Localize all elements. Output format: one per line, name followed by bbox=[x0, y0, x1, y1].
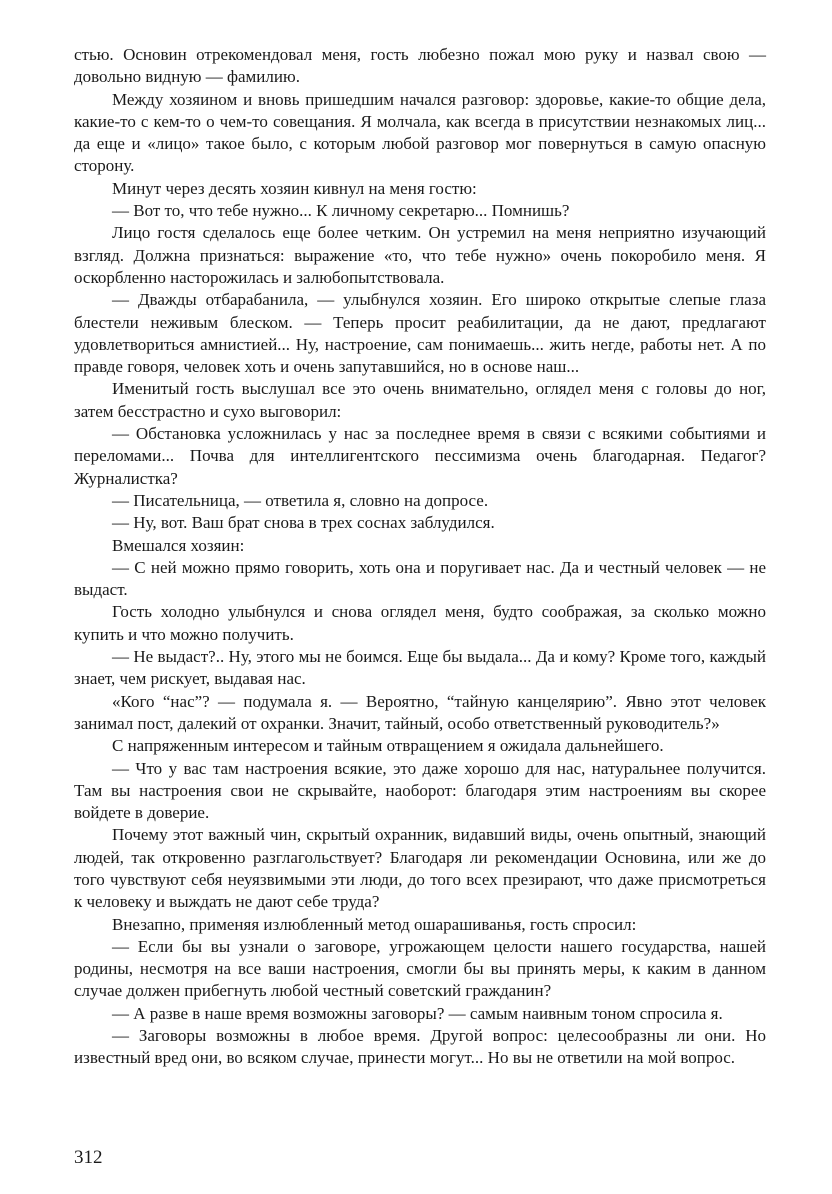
paragraph: — А разве в наше время возможны заговоры? — самым наивным тоном спросила я. bbox=[112, 1003, 723, 1023]
paragraph: — Заговоры возможны в любое время. Другой вопрос: целесообразны ли они. Но известный вред они, во всяком случае, принести могут... Но вы не ответили на мой вопрос. bbox=[74, 1026, 766, 1068]
book-page-text bbox=[74, 44, 766, 1070]
paragraph: Гость холодно улыбнулся и снова оглядел меня, будто соображая, за сколько можно купить и что можно получить. bbox=[74, 602, 766, 644]
paragraph: Минут через десять хозяин кивнул на меня гостю: bbox=[112, 178, 477, 198]
paragraph: Вмешался хозяин: bbox=[112, 535, 245, 555]
paragraph: — Вот то, что тебе нужно... К личному секретарю... Помнишь? bbox=[112, 201, 570, 221]
paragraph: — Писательница, — ответила я, словно на допросе. bbox=[112, 490, 489, 510]
paragraph: С напряженным интересом и тайным отвращением я ожидала дальнейшего. bbox=[112, 736, 664, 756]
paragraph: «Кого “нас”? — подумала я. — Вероятно, “тайную канцелярию”. Явно этот человек занимал пост, далекий от охранки. Значит, тайный, особо ответственный руководитель?» bbox=[74, 691, 766, 733]
paragraph: Внезапно, применяя излюбленный метод ошарашиванья, гость спросил: bbox=[112, 914, 637, 934]
paragraph: Лицо гостя сделалось еще более четким. Он устремил на меня неприятно изучающий взгляд. Должна признаться: выражение «то, что тебе нужно» очень покоробило меня. Я оскорбленно насторожилась и залюбопытствовала. bbox=[74, 223, 766, 287]
paragraph: стью. Основин отрекомендовал меня, гость любезно пожал мою руку и назвал свою — довольно видную — фамилию. bbox=[74, 45, 766, 87]
paragraph: Между хозяином и вновь пришедшим начался разговор: здоровье, какие-то общие дела, какие-то с кем-то о чем-то совещания. Я молчала, как всегда в присутствии незнакомых лиц... да еще и «лицо» такое было, с которым любой разговор мог повернуться в самую опасную сторону. bbox=[74, 89, 766, 176]
paragraph: — Обстановка усложнилась у нас за последнее время в связи с всякими событиями и переломами... Почва для интеллигентского пессимизма очень благодарная. Педагог? Журналистка? bbox=[74, 424, 766, 488]
paragraph: — С ней можно прямо говорить, хоть она и поругивает нас. Да и честный человек — не выдаст. bbox=[74, 557, 766, 600]
paragraph: — Что у вас там настроения всякие, это даже хорошо для нас, натуральнее получится. Там вы настроения свои не скрывайте, наоборот: благодаря этим настроениям вы скорее войдете в доверие. bbox=[74, 758, 766, 823]
paragraph: Именитый гость выслушал все это очень внимательно, оглядел меня с головы до ног, затем бесстрастно и сухо выговорил: bbox=[74, 379, 766, 421]
paragraph: — Не выдаст?.. Ну, этого мы не боимся. Еще бы выдала... Да и кому? Кроме того, каждый знает, чем рискует, выдавая нас. bbox=[74, 647, 766, 689]
paragraph: Почему этот важный чин, скрытый охранник, видавший виды, очень опытный, знающий людей, так откровенно разглагольствует? Благодаря ли рекомендации Основина, или же до того чувствуют себя неуязвимыми эти люди, до того всех презирают, что даже присмотреться к человеку и выждать не дают себе труда? bbox=[74, 825, 766, 912]
paragraph: — Дважды отбарабанила, — улыбнулся хозяин. Его широко открытые слепые глаза блестели неживым блеском. — Теперь просит реабилитации, да не дают, предлагают удовлетвориться амнистией... Ну, настроение, сам понимаешь... жить негде, работы нет. А по правде говоря, человек хоть и очень запутавшийся, но в основе наш... bbox=[74, 290, 766, 377]
paragraph: — Если бы вы узнали о заговоре, угрожающем целости нашего государства, нашей родины, несмотря на все ваши настроения, смогли бы вы принять меры, к каким в данном случае должен прибегнуть любой честный советский гражданин? bbox=[74, 936, 766, 1001]
paragraph: — Ну, вот. Ваш брат снова в трех соснах заблудился. bbox=[112, 513, 495, 533]
page-number: 312 bbox=[74, 1147, 103, 1168]
